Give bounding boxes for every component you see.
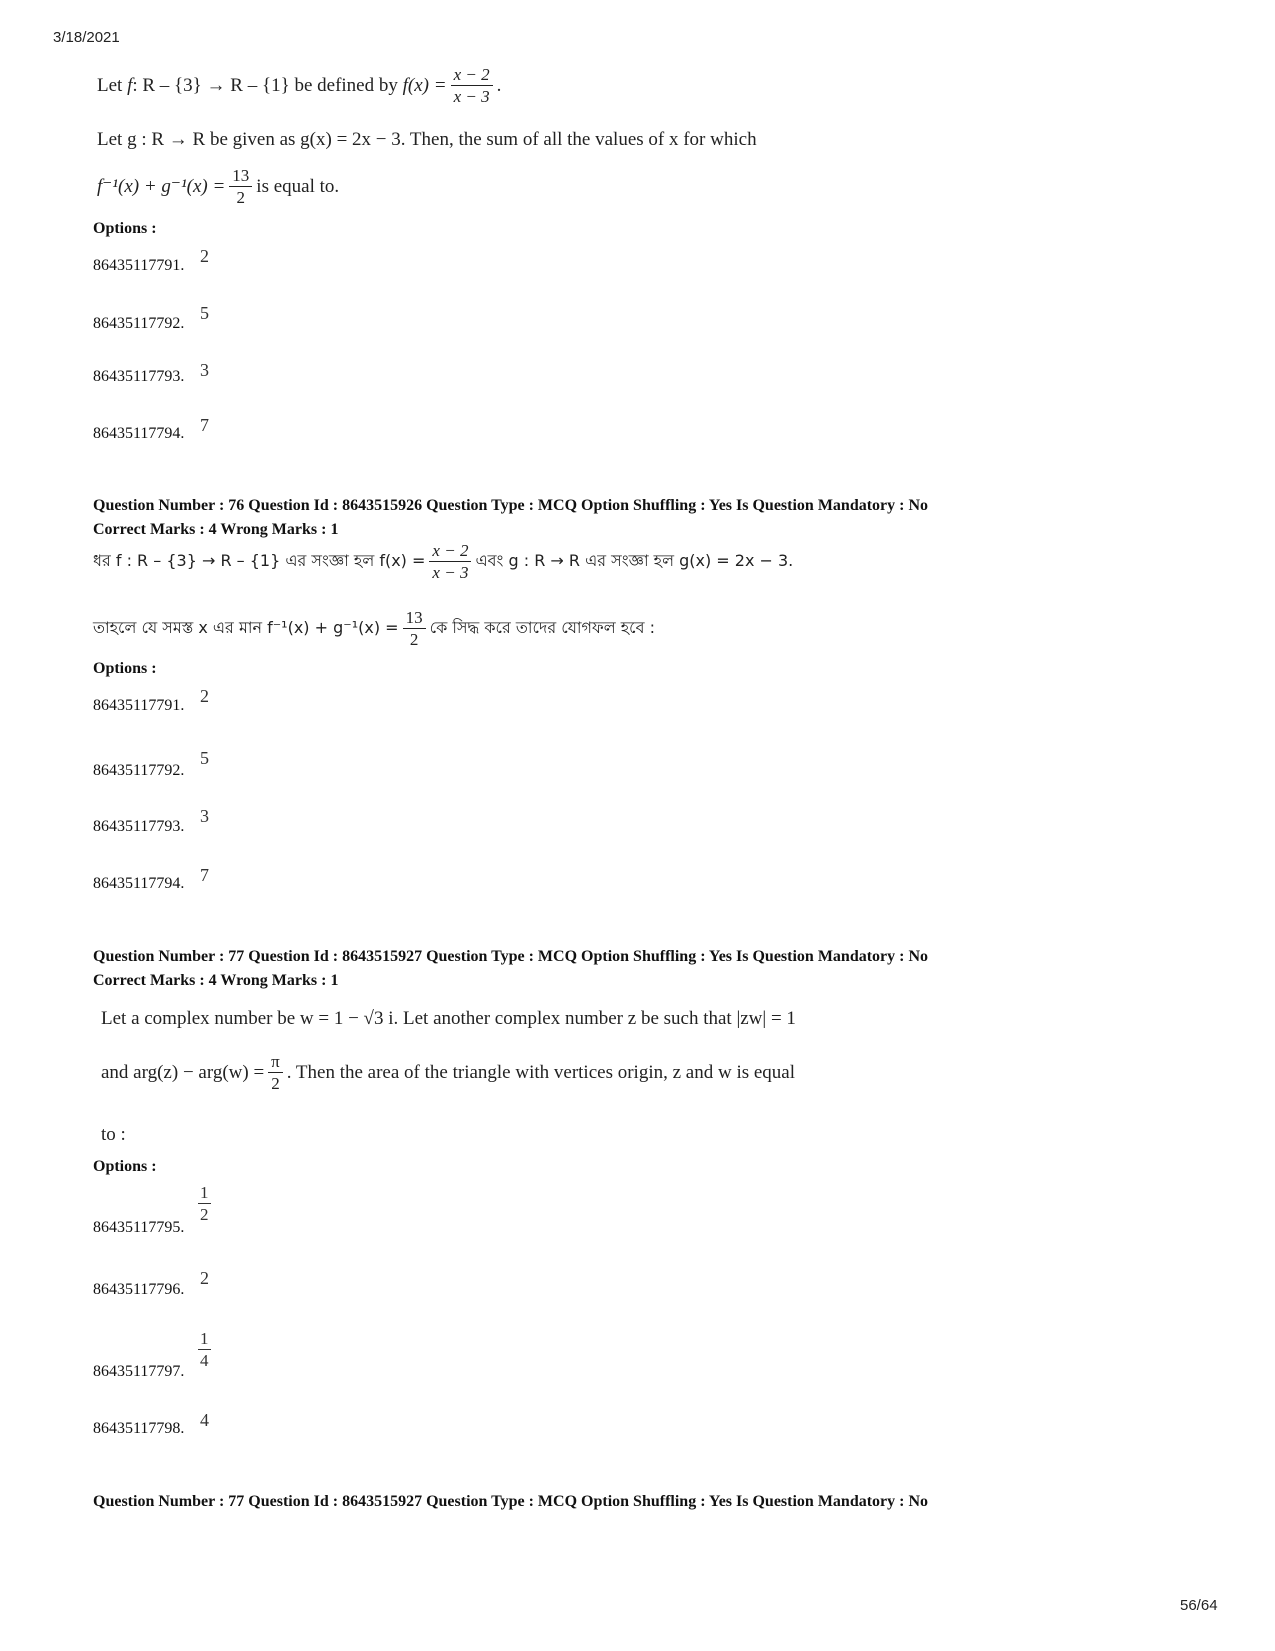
q75-option-id: 86435117792. <box>93 315 185 332</box>
q76-frac-num: x − 2 <box>429 542 471 562</box>
q75-frac-num: x − 2 <box>451 66 493 86</box>
q75-line1-f: f <box>127 74 133 96</box>
q75-option-value: 5 <box>200 303 209 323</box>
q77-option-id: 86435117798. <box>93 1420 185 1437</box>
q75-option-id: 86435117793. <box>93 368 185 385</box>
q76-option-value: 3 <box>200 806 209 826</box>
q77b-header-line1: Question Number : 77 Question Id : 8643515927 Question Type : MCQ Option Shuffling : Yes Is Question Mandatory : No <box>93 1493 929 1510</box>
q75-options-label: Options : <box>93 220 157 237</box>
q75-line3-fraction <box>229 167 252 206</box>
q75-line1-pre: Let <box>97 74 123 96</box>
q76-option-id: 86435117792. <box>93 762 185 779</box>
q76-line1 <box>93 542 793 581</box>
q77-line2 <box>101 1053 795 1092</box>
q76-header-line2: Correct Marks : 4 Wrong Marks : 1 <box>93 521 339 538</box>
q75-option-id: 86435117791. <box>93 257 185 274</box>
q77-option-value: 4 <box>200 1410 209 1430</box>
q76-line2 <box>93 609 655 648</box>
q77-option-id: 86435117795. <box>93 1219 185 1236</box>
q75-line2: Let g : R → R be given as g(x) = 2x − 3. Then, the sum of all the values of x for which <box>97 129 757 150</box>
q75-line3-num: 13 <box>229 167 252 187</box>
q75-option-value: 2 <box>200 246 209 266</box>
q77-option-fraction <box>198 1330 211 1369</box>
q76-option-value: 2 <box>200 686 209 706</box>
q77-frac-num: π <box>268 1053 283 1073</box>
q75-line1-map: : R – {3} → R – {1} be defined by <box>132 74 398 96</box>
q76-option-value: 7 <box>200 865 209 885</box>
q76-line2-num: 13 <box>403 609 426 629</box>
q75-fraction <box>451 66 493 105</box>
q77-header-line2: Correct Marks : 4 Wrong Marks : 1 <box>93 972 339 989</box>
q76-header-line1: Question Number : 76 Question Id : 8643515926 Question Type : MCQ Option Shuffling : Yes Is Question Mandatory : No <box>93 497 929 514</box>
q76-line2-b: কে সিদ্ধ করে তাদের যোগফল হবে : <box>429 618 655 637</box>
q76-line2-a: তাহলে যে সমস্ত x এর মান f⁻¹(x) + g⁻¹(x) = <box>93 618 399 637</box>
q75-frac-den: x − 3 <box>453 87 490 106</box>
q75-line3-expr: f⁻¹(x) + g⁻¹(x) = <box>97 176 226 197</box>
q75-option-id: 86435117794. <box>93 425 185 442</box>
q77-header-line1: Question Number : 77 Question Id : 8643515927 Question Type : MCQ Option Shuffling : Yes Is Question Mandatory : No <box>93 948 929 965</box>
page-number: 56/64 <box>1180 1597 1218 1614</box>
q76-option-value: 5 <box>200 748 209 768</box>
q77-option-num: 1 <box>200 1183 209 1202</box>
q77-option-num: 1 <box>200 1329 209 1348</box>
q75-line1-fx: f(x) = <box>402 74 447 96</box>
q77-line3: to : <box>101 1124 126 1145</box>
q77-frac-den: 2 <box>271 1074 280 1093</box>
q77-line1: Let a complex number be w = 1 − √3 i. Let another complex number z be such that |zw| = 1 <box>101 1008 796 1029</box>
q75-option-value: 7 <box>200 415 209 435</box>
q76-line2-fraction <box>403 609 426 648</box>
q77-option-id: 86435117796. <box>93 1281 185 1298</box>
q77-fraction <box>268 1053 283 1092</box>
q76-option-id: 86435117791. <box>93 697 185 714</box>
q75-option-value: 3 <box>200 360 209 380</box>
q75-line3-post: is equal to. <box>256 175 340 197</box>
q77-option-den: 2 <box>200 1205 209 1224</box>
q76-fraction <box>429 542 471 581</box>
q76-line2-den: 2 <box>409 630 419 649</box>
q77-option-value: 2 <box>200 1268 209 1288</box>
q76-options-label: Options : <box>93 660 157 677</box>
q75-line1: Let f : R – {3} → R – {1} be defined by f(x) = $\frac{x - 2}{x - 3}$ . <box>97 65 502 106</box>
q75-line3 <box>97 167 339 206</box>
q77-line2-b: . Then the area of the triangle with vertices origin, z and w is equal <box>286 1061 796 1083</box>
q76-line1-b: এবং g : R → R এর সংজ্ঞা হল g(x) = 2x − 3. <box>475 551 794 570</box>
q76-line1-a: ধর f : R – {3} → R – {1} এর সংজ্ঞা হল f(x) = <box>93 551 426 570</box>
q76-frac-den: x − 3 <box>432 563 469 582</box>
q77-line2-a: and arg(z) − arg(w) = <box>101 1061 265 1083</box>
print-date: 3/18/2021 <box>53 29 120 46</box>
q76-option-id: 86435117793. <box>93 818 185 835</box>
q77-option-id: 86435117797. <box>93 1363 185 1380</box>
q76-option-id: 86435117794. <box>93 875 185 892</box>
q75-line3-den: 2 <box>236 188 246 207</box>
q77-options-label: Options : <box>93 1158 157 1175</box>
q77-option-den: 4 <box>200 1351 209 1370</box>
q77-option-fraction <box>198 1184 211 1223</box>
